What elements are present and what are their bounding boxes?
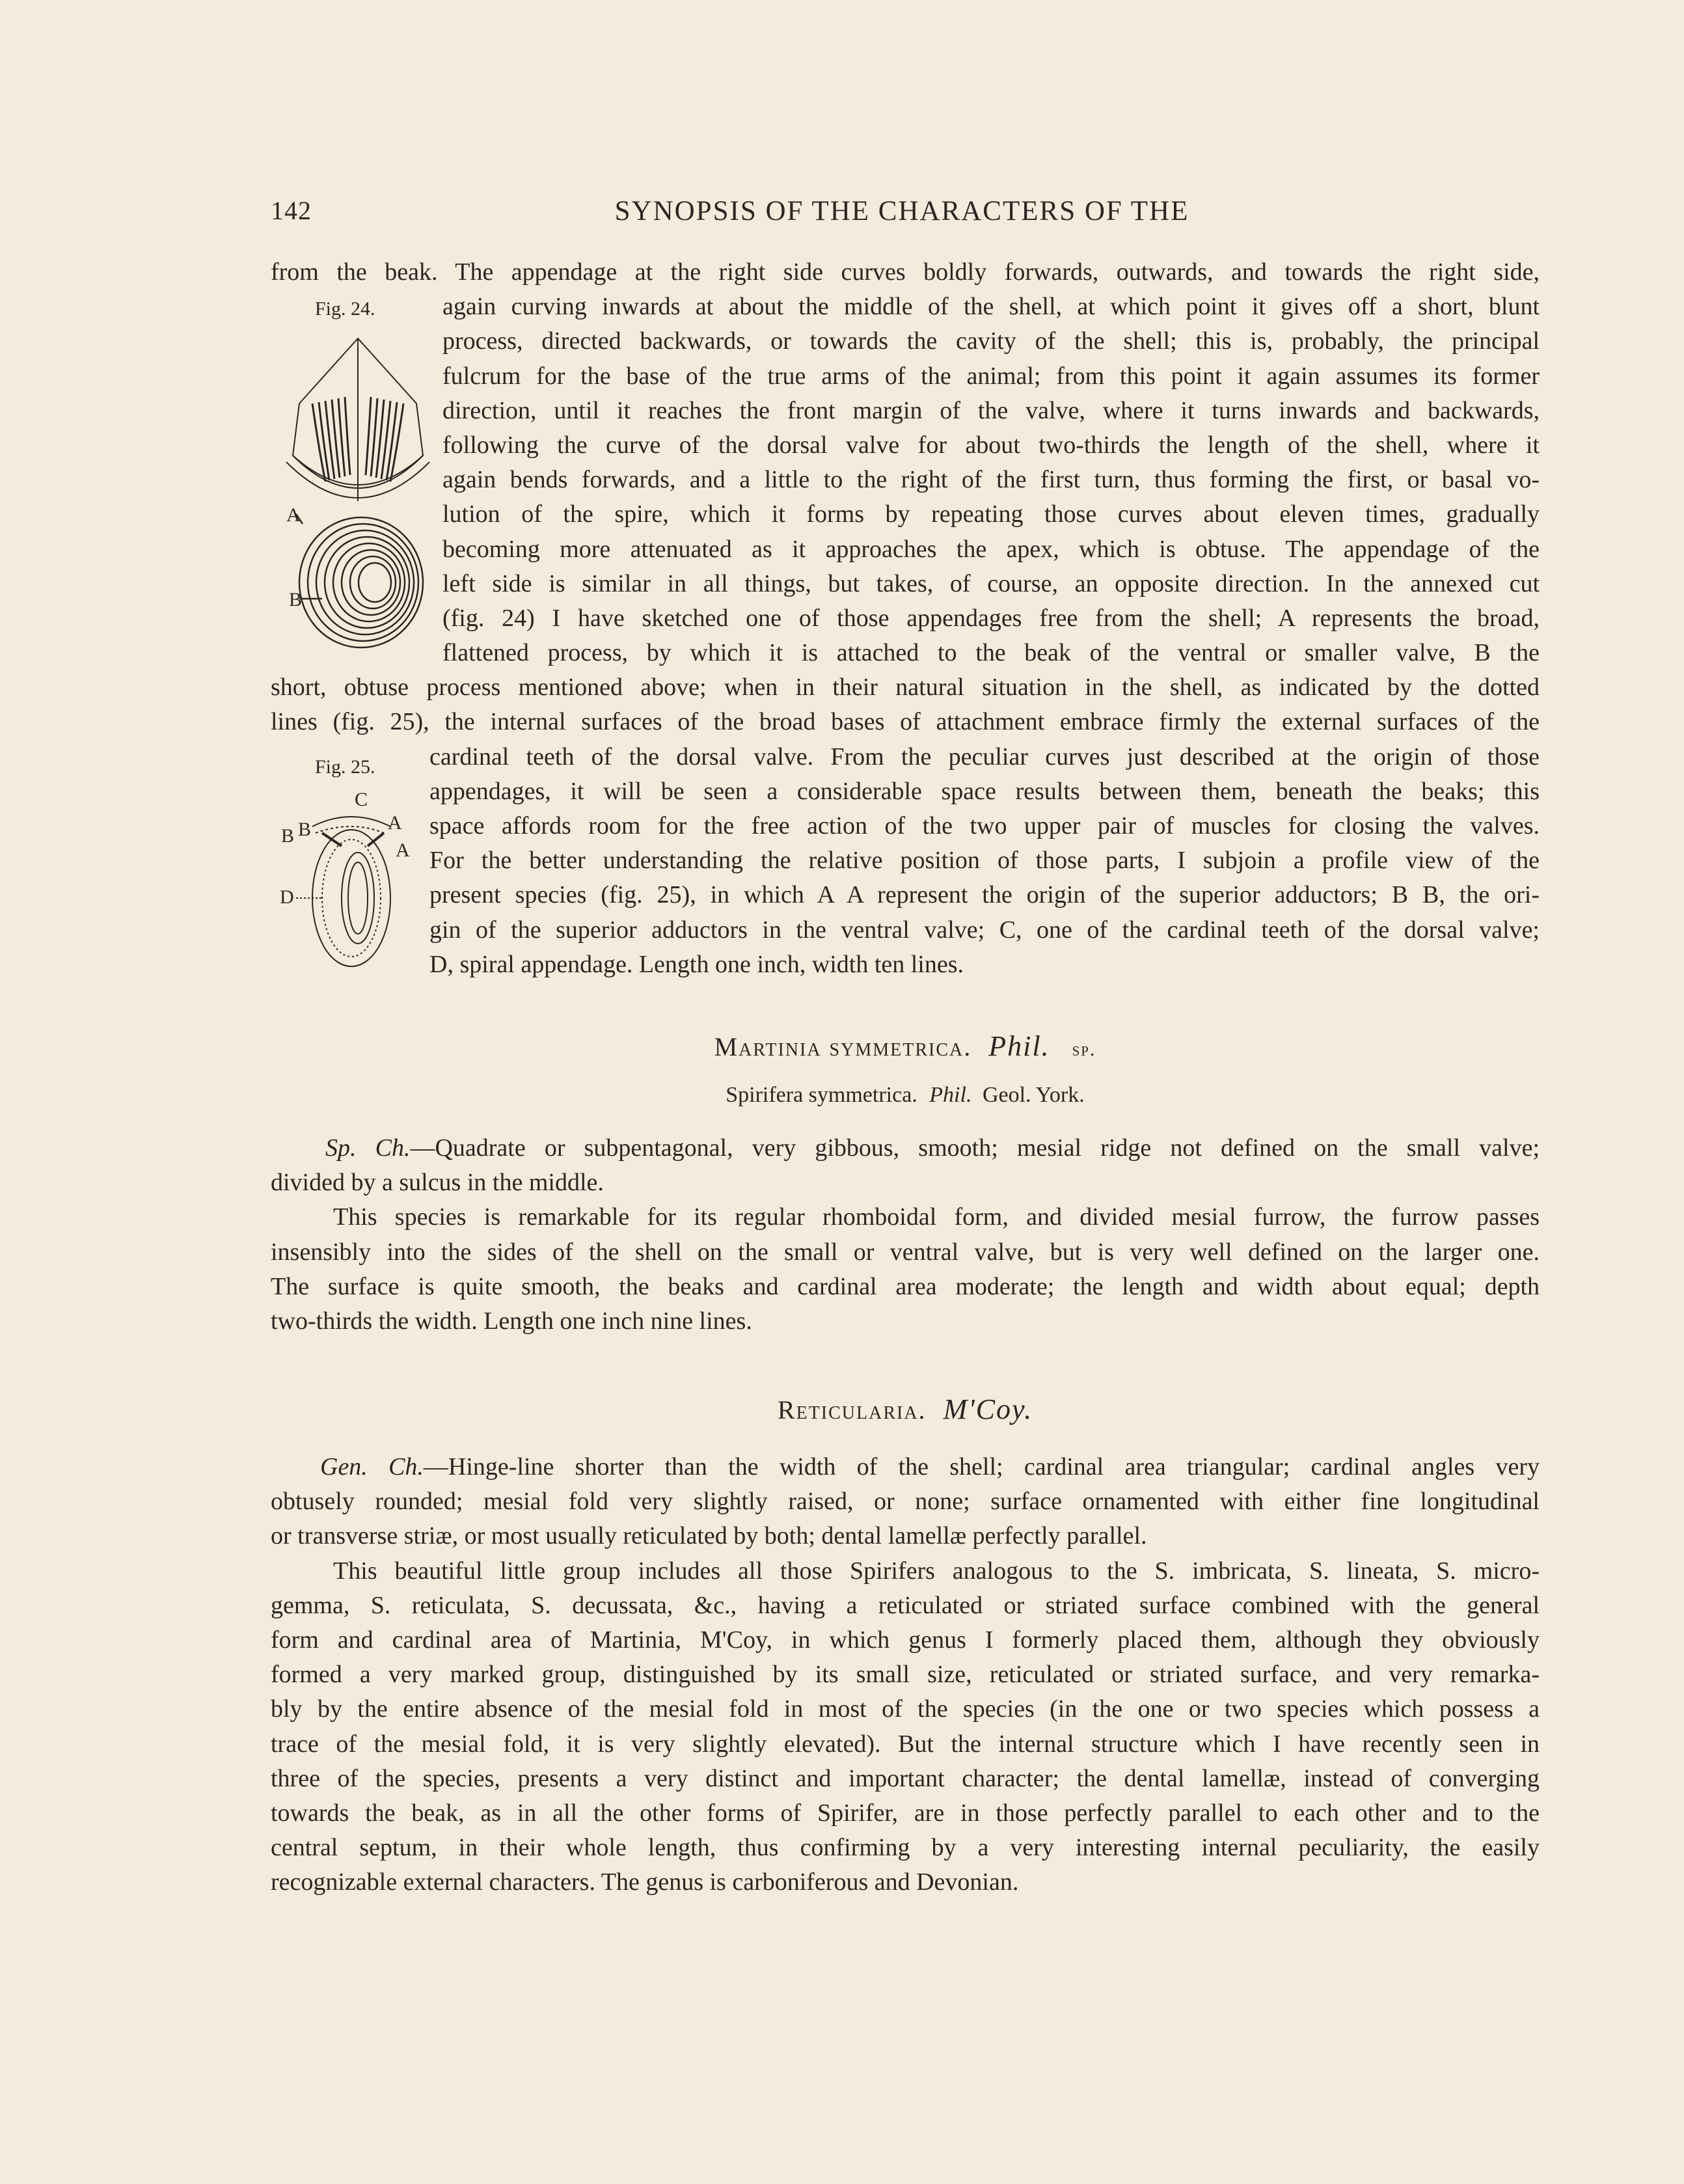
text-line: The surface is quite smooth, the beaks and cardinal area moderate; the length and width about equal; depth bbox=[271, 1272, 1540, 1300]
text-line: or transverse striæ, or most usually reticulated by both; dental lamellæ perfectly parallel. bbox=[271, 1522, 1147, 1550]
text-line: again curving inwards at about the middle of the shell, at which point it gives off a short, blunt bbox=[442, 293, 1540, 321]
sp-ch-label: Sp. Ch. bbox=[325, 1134, 411, 1162]
text-line: obtusely rounded; mesial fold very slightly raised, or none; surface ornamented with either fine longitudinal bbox=[271, 1488, 1540, 1516]
fig24-marker-b: B bbox=[289, 589, 303, 610]
genus-author: M'Coy. bbox=[943, 1393, 1033, 1425]
gen-ch-label: Gen. Ch. bbox=[320, 1453, 424, 1481]
text-line: This beautiful little group includes all those Spirifers analogous to the S. imbricata, S. lineata, S. micro- bbox=[333, 1557, 1540, 1585]
genus-name: Reticularia. bbox=[777, 1395, 927, 1425]
text-line: insensibly into the sides of the shell on the small or ventral valve, but is very well defined on the larger one. bbox=[271, 1238, 1540, 1266]
text-line: cardinal teeth of the dorsal valve. From the peculiar curves just described at the origin of those bbox=[429, 743, 1540, 771]
reticularia-characters bbox=[271, 1450, 1540, 1900]
synonym-name: Spirifera symmetrica. bbox=[726, 1083, 917, 1107]
text-line: lution of the spire, which it forms by repeating those curves about eleven times, gradually bbox=[442, 500, 1540, 528]
fig24-marker-a: A bbox=[286, 504, 301, 526]
text-line: For the better understanding the relative position of those parts, I subjoin a profile view of the bbox=[429, 847, 1540, 875]
fig25-marker-a2: A bbox=[396, 839, 410, 861]
synonym-author: Phil. bbox=[929, 1083, 972, 1107]
text-line: two-thirds the width. Length one inch nine lines. bbox=[271, 1307, 752, 1335]
text-line: central septum, in their whole length, thus confirming by a very interesting internal peculiarity, the easily bbox=[271, 1834, 1540, 1862]
text-line: divided by a sulcus in the middle. bbox=[271, 1169, 604, 1197]
text-line: left side is similar in all things, but takes, of course, an opposite direction. In the annexed cut bbox=[442, 569, 1540, 597]
text-line: (fig. 24) I have sketched one of those appendages free from the shell; A represents the broad, bbox=[442, 604, 1540, 632]
fig25-label: Fig. 25. bbox=[315, 756, 375, 778]
text-line: bly by the entire absence of the mesial fold in most of the species (in the one or two species which possess a bbox=[271, 1695, 1540, 1723]
species-name: Martinia symmetrica. bbox=[714, 1032, 972, 1061]
section-title-martinia bbox=[271, 1030, 1540, 1063]
fig24-label: Fig. 24. bbox=[315, 298, 375, 320]
fig25-marker-d: D bbox=[280, 886, 294, 908]
species-sp: sp. bbox=[1072, 1039, 1096, 1060]
text-line: from the beak. The appendage at the right side curves boldly forwards, outwards, and towards the right side, bbox=[271, 258, 1540, 286]
fig25-marker-b2: B bbox=[298, 819, 312, 840]
text-line: towards the beak, as in all the other forms of Spirifer, are in those perfectly parallel to each other and to the bbox=[271, 1799, 1540, 1827]
text-line: appendages, it will be seen a considerable space results between them, beneath the beaks; this bbox=[429, 777, 1540, 805]
running-head: SYNOPSIS OF THE CHARACTERS OF THE bbox=[614, 196, 1189, 226]
page-header bbox=[271, 195, 1533, 234]
text-line: fulcrum for the base of the true arms of the animal; from this point it again assumes its former bbox=[442, 362, 1540, 390]
text-line: D, spiral appendage. Length one inch, width ten lines. bbox=[429, 950, 964, 978]
text-line: space affords room for the free action of the two upper pair of muscles for closing the valves. bbox=[429, 812, 1540, 839]
synonym-line bbox=[271, 1083, 1540, 1108]
synonym-reference: Geol. York. bbox=[982, 1083, 1085, 1107]
text-line: This species is remarkable for its regular rhomboidal form, and divided mesial furrow, the furrow passes bbox=[333, 1203, 1540, 1231]
body-paragraph-1 bbox=[271, 255, 1540, 982]
page-number: 142 bbox=[271, 196, 312, 225]
text-line: Sp. Ch.—Quadrate or subpentagonal, very gibbous, smooth; mesial ridge not defined on the small valve; bbox=[325, 1134, 1540, 1162]
text-line: again bends forwards, and a little to the right of the first turn, thus forming the first, or basal vo- bbox=[442, 466, 1540, 494]
text-line: process, directed backwards, or towards the cavity of the shell; this is, probably, the principal bbox=[442, 327, 1540, 355]
fig25-marker-c: C bbox=[355, 789, 368, 810]
text-line: gemma, S. reticulata, S. decussata, &c., having a reticulated or striated surface combined with the general bbox=[271, 1591, 1540, 1619]
fig25-marker-a1: A bbox=[388, 812, 402, 834]
text-line: following the curve of the dorsal valve for about two-thirds the length of the shell, where it bbox=[442, 431, 1540, 459]
section-title-reticularia bbox=[271, 1393, 1540, 1426]
text-line: direction, until it reaches the front margin of the valve, where it turns inwards and backwards, bbox=[442, 396, 1540, 424]
species-author: Phil. bbox=[988, 1030, 1050, 1062]
text-line: present species (fig. 25), in which A A represent the origin of the superior adductors; B B, the ori- bbox=[429, 881, 1540, 909]
martinia-characters bbox=[271, 1131, 1540, 1339]
text-line: flattened process, by which it is attached to the beak of the ventral or smaller valve, B the bbox=[442, 639, 1540, 667]
text-line: Gen. Ch.—Hinge-line shorter than the width of the shell; cardinal area triangular; cardinal angles very bbox=[320, 1453, 1540, 1481]
text-line: gin of the superior adductors in the ventral valve; C, one of the cardinal teeth of the dorsal valve; bbox=[429, 916, 1540, 944]
text-line: formed a very marked group, distinguished by its small size, reticulated or striated surface, and very remarka- bbox=[271, 1661, 1540, 1689]
text-line: trace of the mesial fold, it is very slightly elevated). But the internal structure which I have recently seen in bbox=[271, 1730, 1540, 1758]
text-line: lines (fig. 25), the internal surfaces of the broad bases of attachment embrace firmly the external surfaces of the bbox=[271, 708, 1540, 736]
text-line: short, obtuse process mentioned above; when in their natural situation in the shell, as indicated by the dotted bbox=[271, 674, 1540, 702]
text-line: becoming more attenuated as it approaches the apex, which is obtuse. The appendage of the bbox=[442, 535, 1540, 563]
text-line: three of the species, presents a very distinct and important character; the dental lamellæ, instead of converging bbox=[271, 1764, 1540, 1792]
text-line: form and cardinal area of Martinia, M'Coy, in which genus I formerly placed them, although they obviously bbox=[271, 1626, 1540, 1654]
fig25-marker-b1: B bbox=[281, 825, 295, 847]
text-line: recognizable external characters. The genus is carboniferous and Devonian. bbox=[271, 1868, 1019, 1896]
